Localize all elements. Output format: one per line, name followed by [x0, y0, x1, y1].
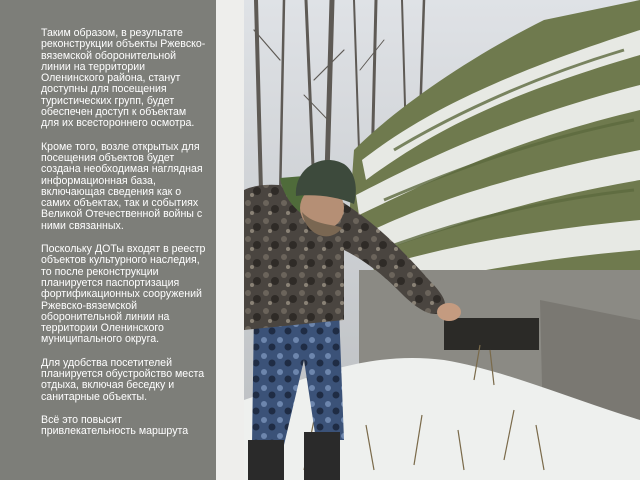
man-boot-right: [304, 432, 340, 480]
text-line: обеспечен доступ к объектам: [41, 106, 187, 119]
text-line: ними связанных.: [41, 219, 124, 232]
text-line: фортификационных сооружений: [41, 288, 202, 301]
text-line: Всё это повысит: [41, 413, 122, 426]
text-line: объектов культурного наследия,: [41, 254, 200, 267]
text-line: оборонительной линии на: [41, 310, 170, 323]
text-line: для их всестороннего осмотра.: [41, 117, 195, 130]
text-line: планируется обустройство места: [41, 368, 205, 381]
bunker-embrasure: [444, 318, 539, 350]
text-line: Поскольку ДОТы входят в реестр: [41, 243, 206, 256]
text-line: то после реконструкции: [41, 265, 159, 278]
text-line: доступны для посещения: [41, 83, 167, 96]
text-line: территории Оленинского: [41, 322, 164, 335]
text-line: Для удобства посетителей: [41, 356, 172, 369]
text-line: самих объектах, так и событиях: [41, 197, 199, 210]
text-line: вяземской оборонительной: [41, 49, 176, 62]
text-line: привлекательность маршрута: [41, 425, 189, 438]
text-line: Великой Отечественной войны с: [41, 208, 203, 221]
text-line: Ржевско-вяземской: [41, 299, 138, 312]
text-line: Таким образом, в результате: [41, 28, 183, 39]
text-line: отдыха, включая беседку и: [41, 379, 175, 392]
text-column: [41, 28, 217, 450]
text-line: информационная база,: [41, 174, 156, 187]
paragraph-1: [41, 28, 217, 130]
man-boot-left: [248, 440, 284, 480]
paragraph-2: [41, 142, 217, 232]
text-line: включающая сведения как о: [41, 185, 182, 198]
text-line: посещения объектов будет: [41, 151, 175, 164]
paragraph-5: [41, 415, 217, 438]
text-line: санитарные объекты.: [41, 390, 148, 403]
paragraph-4: [41, 358, 217, 403]
text-line: туристических групп, будет: [41, 94, 175, 107]
text-line: муниципального округа.: [41, 333, 160, 346]
text-line: Оленинского района, станут: [41, 72, 181, 85]
paragraph-3: [41, 244, 217, 346]
text-line: линии на территории: [41, 60, 146, 73]
divider-strip: [216, 0, 244, 480]
text-panel: [0, 0, 216, 480]
text-line: Кроме того, возле открытых для: [41, 140, 200, 153]
photo-bunker-snow: [244, 0, 640, 480]
man-hand: [437, 303, 461, 321]
text-line: планируется паспортизация: [41, 276, 180, 289]
text-line: создана необходимая наглядная: [41, 163, 203, 176]
text-line: реконструкции объекты Ржевско-: [41, 38, 206, 51]
